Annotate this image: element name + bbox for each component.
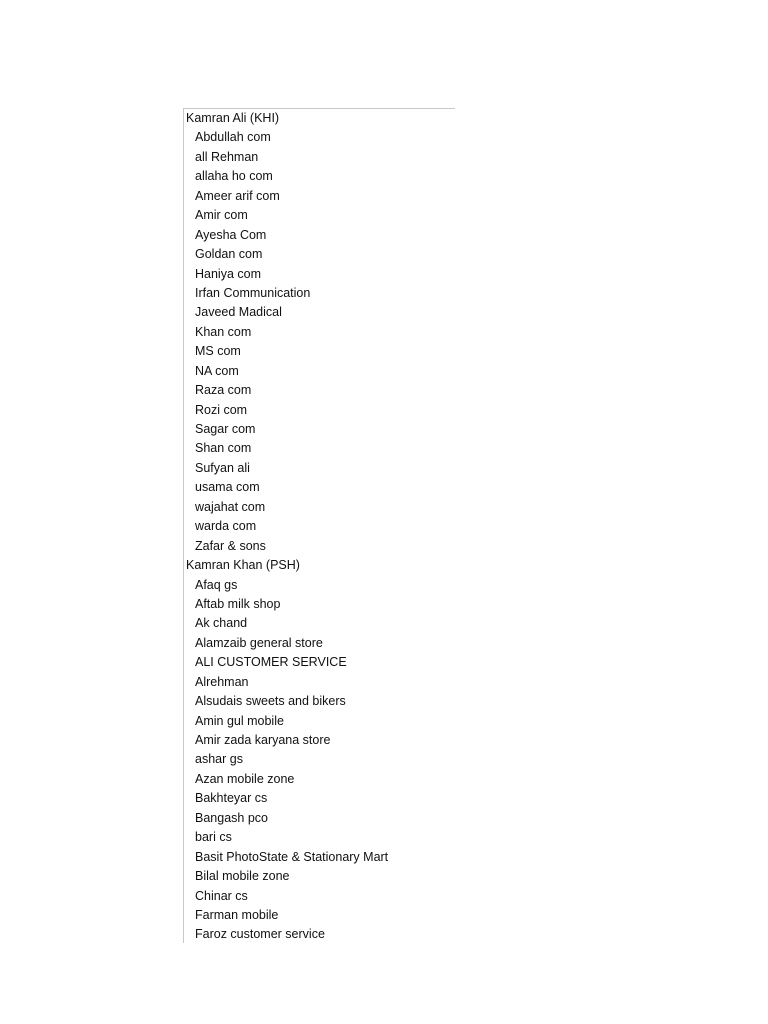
list-item: Raza com (195, 383, 252, 398)
list-item: Azan mobile zone (195, 771, 295, 786)
group (183, 109, 455, 556)
list-item: Abdullah com (195, 130, 271, 145)
group-header: Kamran Khan (PSH) (186, 558, 300, 573)
list-item: Chinar cs (195, 888, 248, 903)
list-item: Bilal mobile zone (195, 869, 290, 884)
list-item: MS com (195, 344, 241, 359)
list-item: Farman mobile (195, 907, 279, 922)
list-item: Goldan com (195, 247, 263, 262)
list-item: warda com (195, 519, 257, 534)
list-item: Ayesha Com (195, 227, 267, 242)
pivot-table (183, 108, 455, 945)
list-item: Zafar & sons (195, 538, 266, 553)
list-item: Rozi com (195, 402, 248, 417)
list-item: Bakhteyar cs (195, 791, 268, 806)
list-item: Amin gul mobile (195, 713, 284, 728)
list-item: Amir zada karyana store (195, 733, 331, 747)
list-item: Sagar com (195, 422, 256, 436)
list-item: wajahat com (195, 499, 266, 514)
list-item: Ak chand (195, 616, 248, 631)
list-item: NA com (195, 363, 239, 378)
list-item: ALI CUSTOMER SERVICE (195, 655, 347, 670)
list-item: Alsudais sweets and bikers (195, 694, 346, 709)
group (183, 556, 455, 945)
row-labels-list (183, 109, 455, 945)
list-item: Faroz customer service (195, 927, 325, 942)
list-item: bari cs (195, 830, 232, 845)
list-item: Javeed Madical (195, 305, 282, 320)
list-item: Afaq gs (195, 577, 238, 592)
list-item: Alrehman (195, 674, 249, 689)
list-item: ashar gs (195, 752, 243, 767)
list-item: all Rehman (195, 149, 259, 164)
list-item: Alamzaib general store (195, 635, 323, 650)
list-item: Shan com (195, 441, 252, 456)
list-item: Basit PhotoState & Stationary Mart (195, 849, 389, 864)
list-item: usama com (195, 480, 260, 495)
list-item: Sufyan ali (195, 460, 250, 475)
list-item: Aftab milk shop (195, 596, 281, 611)
group-header: Kamran Ali (KHI) (186, 111, 280, 125)
list-item: Haniya com (195, 266, 261, 281)
list-item: Khan com (195, 324, 252, 339)
list-item: Amir com (195, 208, 248, 223)
tree-guide-line (183, 109, 184, 943)
list-item: Irfan Communication (195, 285, 311, 300)
list-item: allaha ho com (195, 169, 273, 184)
list-item: Bangash pco (195, 810, 268, 825)
list-item: Ameer arif com (195, 188, 280, 203)
